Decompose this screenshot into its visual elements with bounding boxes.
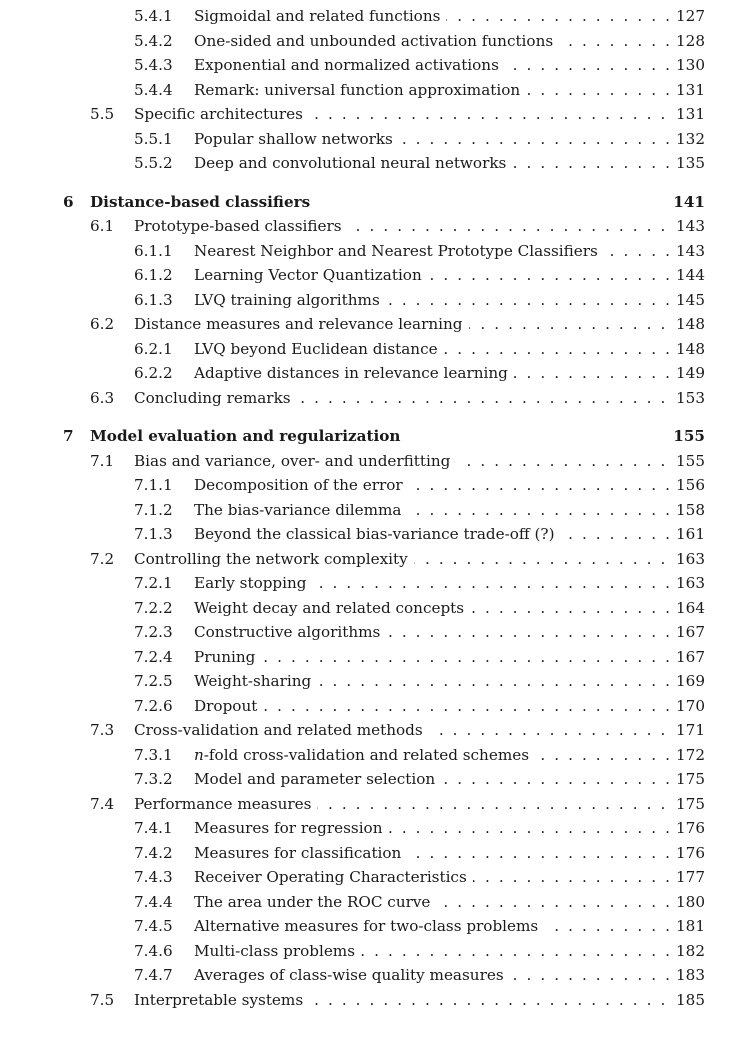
- toc-page-number: 143: [670, 214, 705, 239]
- toc-subsection-entry[interactable]: [0, 816, 739, 841]
- toc-page-number: 181: [670, 914, 705, 939]
- toc-subsection-entry[interactable]: [0, 939, 739, 964]
- toc-number: 7.3.2: [134, 770, 173, 788]
- toc-title: Measures for classification: [194, 841, 407, 866]
- toc-title: Model evaluation and regularization: [90, 424, 406, 449]
- toc-title: The bias-variance dilemma: [194, 498, 407, 523]
- toc-number: 6.1.2: [134, 266, 173, 284]
- toc-number: 7.2.6: [134, 696, 173, 715]
- toc-number: 5.4.3: [134, 56, 173, 74]
- toc-section-entry[interactable]: [0, 214, 739, 239]
- toc-page-number: 175: [670, 792, 705, 817]
- toc-page-number: 185: [670, 988, 705, 1013]
- toc-title: Controlling the network complexity: [134, 547, 414, 572]
- toc-subsection-entry[interactable]: [0, 127, 739, 152]
- toc-subsection-entry[interactable]: [0, 498, 739, 523]
- toc-page-number: 128: [670, 29, 705, 54]
- toc-number: 6.3: [90, 388, 115, 407]
- toc-title: Decomposition of the error: [194, 473, 409, 498]
- toc-page-number: 177: [670, 865, 705, 890]
- toc-subsection-entry[interactable]: [0, 596, 739, 621]
- toc-subsection-entry[interactable]: [0, 361, 739, 386]
- chapter-spacer: [0, 176, 739, 190]
- toc-page-number: 148: [670, 337, 705, 362]
- toc-page-number: 171: [670, 718, 705, 743]
- toc-number: 7.4.1: [134, 819, 173, 837]
- toc-subsection-entry[interactable]: [0, 263, 739, 288]
- toc-title: LVQ training algorithms: [194, 288, 386, 313]
- toc-number: 7.4.7: [134, 966, 173, 984]
- toc-number: 5.4.4: [134, 80, 173, 99]
- toc-subsection-entry[interactable]: [0, 473, 739, 498]
- toc-subsection-entry[interactable]: [0, 239, 739, 264]
- toc-subsection-entry[interactable]: [0, 78, 739, 103]
- toc-section-entry[interactable]: [0, 988, 739, 1013]
- toc-number: 7.1.2: [134, 500, 173, 519]
- toc-title: Distance-based classifiers: [90, 190, 316, 215]
- toc-page-number: 156: [670, 473, 705, 498]
- toc-page-number: 132: [670, 127, 705, 152]
- toc-title: Dropout: [194, 694, 263, 719]
- toc-number: 7.4.3: [134, 868, 173, 886]
- toc-page-number: 167: [670, 620, 705, 645]
- toc-section-entry[interactable]: [0, 102, 739, 127]
- toc-subsection-entry[interactable]: [0, 694, 739, 719]
- toc-chapter-entry[interactable]: [0, 190, 739, 215]
- toc-page-number: 158: [670, 498, 705, 523]
- toc-title: Receiver Operating Characteristics: [194, 865, 473, 890]
- toc-page-number: 161: [670, 522, 705, 547]
- toc-title: Weight decay and related concepts: [194, 596, 470, 621]
- toc-number: 5.4.1: [134, 7, 173, 25]
- toc-number: 7.4: [90, 794, 115, 813]
- toc-page-number: 183: [670, 963, 705, 988]
- chapter-spacer: [0, 410, 739, 424]
- toc-page-number: 143: [670, 239, 705, 264]
- toc-title: Bias and variance, over- and underfitting: [134, 449, 456, 474]
- dot-leader: [194, 694, 705, 719]
- toc-title: Weight-sharing: [194, 669, 317, 694]
- toc-number: 7.4.6: [134, 941, 173, 960]
- toc-page-number: 175: [670, 767, 705, 792]
- toc-subsection-entry[interactable]: [0, 865, 739, 890]
- toc-number: 6.1.1: [134, 241, 173, 260]
- toc-number: 7.2.4: [134, 647, 173, 666]
- toc-number: 5.5: [90, 105, 115, 123]
- toc-page-number: 182: [670, 939, 705, 964]
- toc-subsection-entry[interactable]: [0, 645, 739, 670]
- toc-title: Beyond the classical bias-variance trade-off (?): [194, 522, 561, 547]
- toc-title: Adaptive distances in relevance learning: [194, 361, 514, 386]
- toc-page-number: 131: [670, 78, 705, 103]
- toc-page-number: 144: [670, 263, 705, 288]
- toc-number: 5.5.2: [134, 154, 173, 172]
- toc-title: Exponential and normalized activations: [194, 53, 505, 78]
- toc-number: 7.4.5: [134, 917, 173, 935]
- toc-number: 6: [63, 192, 74, 211]
- toc-number: 7.1: [90, 451, 115, 470]
- toc-title: Distance measures and relevance learning: [134, 312, 469, 337]
- toc-title: Performance measures: [134, 792, 317, 817]
- toc-number: 5.4.2: [134, 31, 173, 50]
- toc-page-number: 145: [670, 288, 705, 313]
- toc-subsection-entry[interactable]: [0, 29, 739, 54]
- toc-subsection-entry[interactable]: [0, 53, 739, 78]
- toc-title: Alternative measures for two-class problems: [194, 914, 544, 939]
- toc-subsection-entry[interactable]: [0, 669, 739, 694]
- toc-number: 7.4.2: [134, 843, 173, 862]
- toc-page-number: 127: [670, 4, 705, 29]
- toc-title: Concluding remarks: [134, 386, 297, 411]
- toc-subsection-entry[interactable]: [0, 963, 739, 988]
- toc-number: 7.3.1: [134, 745, 173, 764]
- toc-number: 7.3: [90, 721, 115, 739]
- toc-page-number: 163: [670, 571, 705, 596]
- dot-leader: [194, 645, 705, 670]
- toc-page-number: 130: [670, 53, 705, 78]
- toc-title: LVQ beyond Euclidean distance: [194, 337, 444, 362]
- toc-number: 6.1.3: [134, 290, 173, 309]
- toc-page-number: 149: [670, 361, 705, 386]
- toc-subsection-entry[interactable]: [0, 743, 739, 768]
- toc-section-entry[interactable]: [0, 386, 739, 411]
- toc-subsection-entry[interactable]: [0, 288, 739, 313]
- toc-title: Cross-validation and related methods: [134, 718, 429, 743]
- toc-section-entry[interactable]: [0, 718, 739, 743]
- toc-section-entry[interactable]: [0, 312, 739, 337]
- toc-title: Interpretable systems: [134, 988, 309, 1013]
- toc-page-number: 176: [670, 816, 705, 841]
- toc-title: Deep and convolutional neural networks: [194, 151, 512, 176]
- toc-title: Learning Vector Quantization: [194, 263, 428, 288]
- toc-subsection-entry[interactable]: [0, 337, 739, 362]
- toc-subsection-entry[interactable]: [0, 151, 739, 176]
- toc-page-number: 148: [670, 312, 705, 337]
- toc-subsection-entry[interactable]: [0, 522, 739, 547]
- toc-title: Early stopping: [194, 571, 313, 596]
- toc-title: One-sided and unbounded activation functions: [194, 29, 559, 54]
- toc-page-number: 169: [670, 669, 705, 694]
- toc-subsection-entry[interactable]: [0, 890, 739, 915]
- toc-title: n-fold cross-validation and related schemes: [194, 743, 535, 768]
- toc-page-number: 155: [667, 424, 705, 449]
- toc-page-number: 170: [670, 694, 705, 719]
- toc-page-number: 172: [670, 743, 705, 768]
- toc-subsection-entry[interactable]: [0, 571, 739, 596]
- toc-number: 7.2.1: [134, 574, 173, 592]
- toc-title: Sigmoidal and related functions: [194, 4, 446, 29]
- toc-page-number: 141: [667, 190, 705, 215]
- toc-number: 6.2: [90, 315, 115, 333]
- toc-number: 6.2.2: [134, 364, 173, 382]
- toc-number: 7.5: [90, 990, 115, 1009]
- toc-number: 6.2.1: [134, 339, 173, 358]
- toc-number: 7.1.1: [134, 476, 173, 494]
- toc-page-number: 153: [670, 386, 705, 411]
- toc-title: Constructive algorithms: [194, 620, 386, 645]
- toc-number: 7.1.3: [134, 525, 173, 543]
- toc-subsection-entry[interactable]: [0, 767, 739, 792]
- toc-subsection-entry[interactable]: [0, 914, 739, 939]
- toc-section-entry[interactable]: [0, 547, 739, 572]
- toc-number: 7.2.3: [134, 623, 173, 641]
- toc-title: Specific architectures: [134, 102, 309, 127]
- toc-number: 7.2: [90, 549, 115, 568]
- toc-title: Popular shallow networks: [194, 127, 399, 152]
- toc-number: 7.2.5: [134, 672, 173, 690]
- toc-title: Pruning: [194, 645, 261, 670]
- toc-page-number: 164: [670, 596, 705, 621]
- toc-title: Model and parameter selection: [194, 767, 441, 792]
- toc-number: 7: [63, 427, 74, 445]
- toc-title: Measures for regression: [194, 816, 388, 841]
- toc-page-number: 163: [670, 547, 705, 572]
- toc-page-number: 180: [670, 890, 705, 915]
- toc-number: 5.5.1: [134, 129, 173, 148]
- toc-page-number: 176: [670, 841, 705, 866]
- table-of-contents: [0, 4, 739, 1012]
- toc-title: Prototype-based classifiers: [134, 214, 348, 239]
- toc-page-number: 135: [670, 151, 705, 176]
- toc-title: Nearest Neighbor and Nearest Prototype Classifiers: [194, 239, 604, 264]
- toc-title: The area under the ROC curve: [194, 890, 436, 915]
- toc-title: Multi-class problems: [194, 939, 361, 964]
- toc-page-number: 155: [670, 449, 705, 474]
- toc-title: Remark: universal function approximation: [194, 78, 526, 103]
- toc-subsection-entry[interactable]: [0, 620, 739, 645]
- toc-subsection-entry[interactable]: [0, 841, 739, 866]
- toc-number: 6.1: [90, 217, 115, 235]
- toc-page-number: 131: [670, 102, 705, 127]
- toc-number: 7.4.4: [134, 892, 173, 911]
- toc-number: 7.2.2: [134, 598, 173, 617]
- toc-subsection-entry[interactable]: [0, 4, 739, 29]
- toc-section-entry[interactable]: [0, 449, 739, 474]
- toc-page-number: 167: [670, 645, 705, 670]
- toc-title: Averages of class-wise quality measures: [194, 963, 510, 988]
- toc-chapter-entry[interactable]: [0, 424, 739, 449]
- toc-section-entry[interactable]: [0, 792, 739, 817]
